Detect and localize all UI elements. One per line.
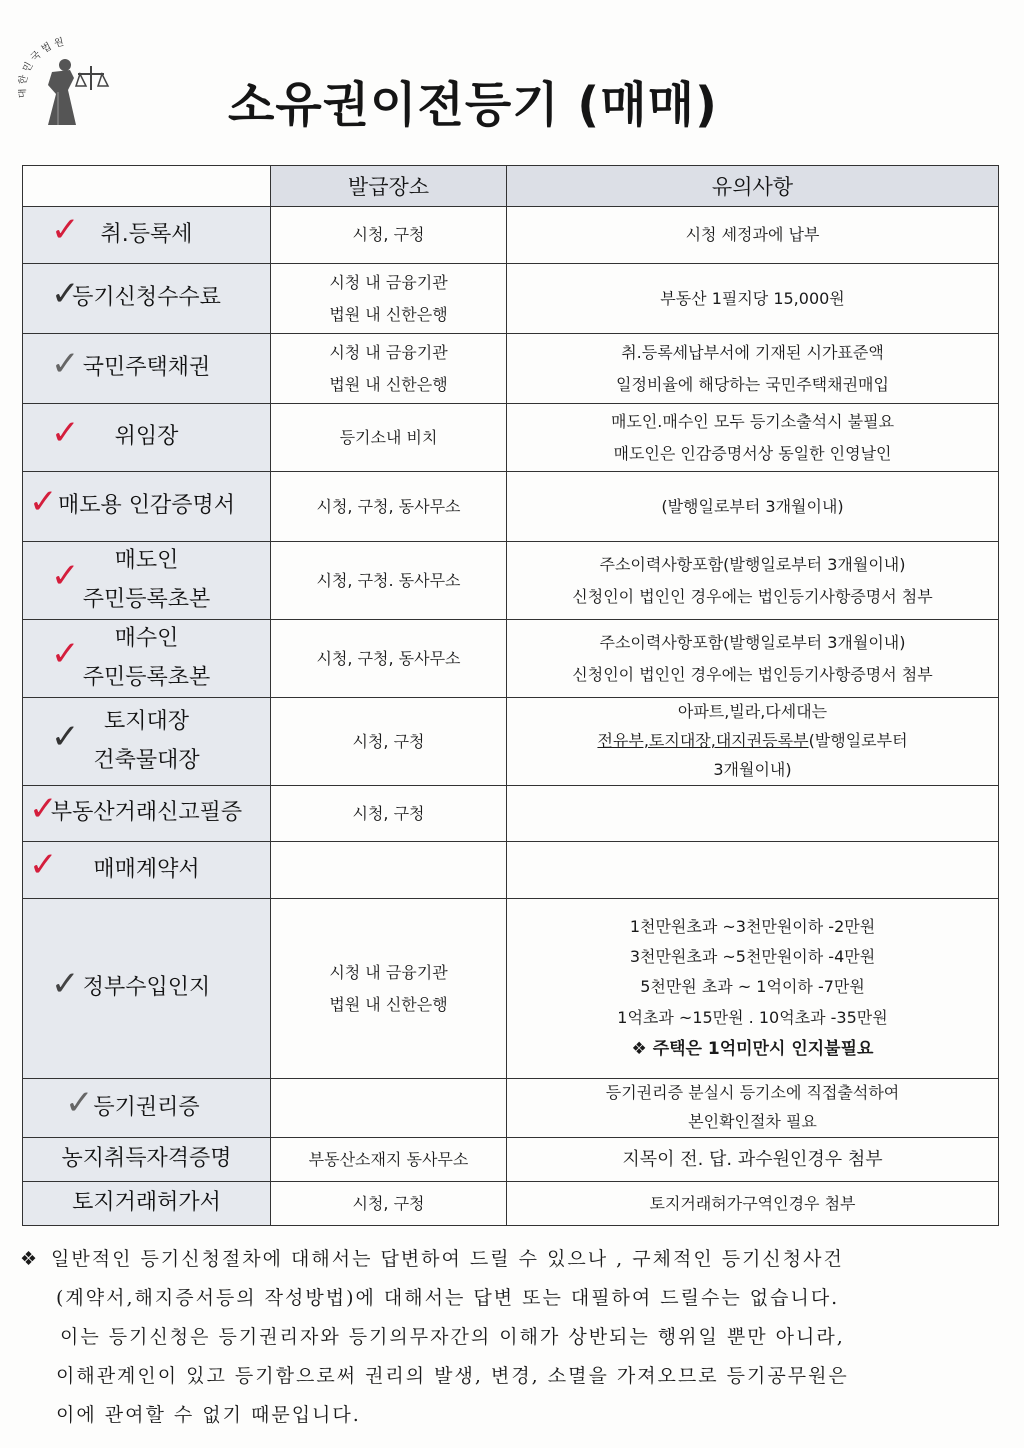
table-row <box>23 1181 999 1225</box>
note-text: 부동산 1필지당 15,000원 <box>660 288 845 308</box>
table-row <box>23 334 999 404</box>
note-cell <box>507 1137 999 1181</box>
note-text: 주소이력사항포함(발행일로부터 3개월이내) <box>599 555 906 575</box>
note-cell <box>507 698 999 786</box>
place-cell <box>271 1079 507 1138</box>
table-row <box>23 620 999 698</box>
item-cell <box>23 1137 271 1181</box>
footer-line: (계약서,해지증서등의 작성방법)에 대해서는 답변 또는 대필하여 드릴수는 없습니다. <box>56 1287 840 1309</box>
table-row <box>23 698 999 786</box>
note-text: 주소이력사항포함(발행일로부터 3개월이내) <box>599 633 906 653</box>
place-cell <box>271 264 507 334</box>
item-label: 토지거래허가서 <box>72 1189 221 1215</box>
note-text: 3개월이내) <box>713 759 792 779</box>
checkmark-icon: ✓ <box>29 845 58 885</box>
note-bold-text: ❖ 주택은 1억미만시 인지불필요 <box>631 1039 874 1060</box>
checkmark-icon: ✓ <box>51 412 80 453</box>
item-cell <box>23 334 271 404</box>
place-text: 시청, 구청 <box>352 803 425 823</box>
item-label: 주민등록초본 <box>82 664 211 690</box>
item-cell <box>23 542 271 620</box>
note-cell <box>507 1079 999 1138</box>
item-cell <box>23 842 271 899</box>
checkmark-icon: ✓ <box>29 788 58 829</box>
note-text: 매도인은 인감증명서상 동일한 인영날인 <box>613 443 892 463</box>
note-cell <box>507 207 999 264</box>
footer-line: 이에 관여할 수 없기 때문입니다. <box>56 1404 361 1426</box>
note-cell <box>507 620 999 698</box>
checkmark-icon: ✓ <box>51 633 80 674</box>
note-cell <box>507 404 999 472</box>
note-cell <box>507 334 999 404</box>
item-label: 건축물대장 <box>93 747 200 773</box>
note-cell <box>507 542 999 620</box>
place-text: 등기소내 비치 <box>339 427 438 447</box>
footer-line: 이해관계인이 있고 등기함으로써 권리의 발생, 변경, 소멸을 가져오므로 등기공무원은 <box>56 1365 849 1387</box>
table-row <box>23 842 999 899</box>
place-text: 법원 내 신한은행 <box>329 304 448 324</box>
note-text: (발행일로부터 <box>808 731 908 751</box>
footer-line: 이는 등기신청은 등기권리자와 등기의무자간의 이해가 상반되는 행위일 뿐만 아니라, <box>60 1326 845 1348</box>
note-text: 매도인.매수인 모두 등기소출석시 불필요 <box>610 412 895 432</box>
checkmark-icon: ✓ <box>51 343 80 384</box>
note-text: 신청인이 법인인 경우에는 법인등기사항증명서 첨부 <box>572 664 933 684</box>
place-cell <box>271 472 507 542</box>
scales-of-justice-icon <box>18 30 128 130</box>
note-cell <box>507 842 999 899</box>
place-text: 시청, 구청 <box>352 1193 425 1213</box>
item-label: 국민주택채권 <box>82 355 211 381</box>
note-text: 지목이 전. 답. 과수원인경우 첨부 <box>622 1148 883 1170</box>
table-row <box>23 786 999 842</box>
note-text: 등기권리증 분실시 등기소에 직접출석하여 <box>605 1083 900 1102</box>
place-text: 법원 내 신한은행 <box>329 374 448 394</box>
item-cell <box>23 207 271 264</box>
table-row <box>23 1137 999 1181</box>
place-cell <box>271 786 507 842</box>
item-cell <box>23 899 271 1079</box>
note-text: (발행일로부터 3개월이내) <box>661 496 844 516</box>
item-label: 매매계약서 <box>93 856 200 882</box>
item-cell <box>23 264 271 334</box>
item-cell <box>23 1079 271 1138</box>
note-text: 1천만원초과 ~3천만원이하 -2만원 <box>629 916 876 936</box>
place-text: 시청 내 금융기관 <box>329 963 448 983</box>
item-label: 등기권리증 <box>93 1094 200 1120</box>
note-cell <box>507 786 999 842</box>
checkmark-icon: ✓ <box>51 273 80 314</box>
item-cell <box>23 786 271 842</box>
place-text: 시청, 구청 <box>352 225 425 245</box>
logo-arc-text: 대한민국법원 <box>18 36 68 99</box>
place-text: 법원 내 신한은행 <box>329 994 448 1014</box>
place-cell <box>271 620 507 698</box>
court-logo <box>18 30 128 130</box>
table-row <box>23 899 999 1079</box>
place-cell <box>271 899 507 1079</box>
table-header-row <box>23 166 999 207</box>
item-label: 부동산거래신고필증 <box>50 800 243 826</box>
note-text: 1억초과 ~15만원 . 10억초과 -35만원 <box>617 1007 888 1027</box>
note-underlined-text: 전유부,토지대장,대지권등록부 <box>597 731 809 751</box>
footer-notice <box>20 1240 1010 1435</box>
note-text: 토지거래허가구역인경우 첨부 <box>649 1193 856 1213</box>
place-cell <box>271 1181 507 1225</box>
item-label: 매수인 <box>114 626 179 651</box>
item-label: 등기신청수수료 <box>72 285 221 311</box>
checkmark-icon: ✓ <box>51 210 80 250</box>
place-cell <box>271 207 507 264</box>
place-cell <box>271 1137 507 1181</box>
note-text: 시청 세정과에 납부 <box>685 225 820 245</box>
header-item <box>23 166 271 207</box>
place-cell <box>271 842 507 899</box>
table-row <box>23 542 999 620</box>
note-text: 본인확인절차 필요 <box>688 1111 817 1131</box>
place-text: 시청 내 금융기관 <box>329 273 448 293</box>
place-text: 시청, 구청, 동사무소 <box>316 648 461 668</box>
place-cell <box>271 404 507 472</box>
header-notes: 유의사항 <box>507 166 999 207</box>
note-cell <box>507 472 999 542</box>
place-text: 시청, 구청. 동사무소 <box>316 570 461 590</box>
note-text: 5천만원 초과 ~ 1억이하 -7만원 <box>640 977 865 997</box>
place-text: 시청 내 금융기관 <box>329 343 448 363</box>
checkmark-icon: ✓ <box>65 1082 94 1123</box>
item-label: 주민등록초본 <box>82 586 211 612</box>
item-label: 매도인 <box>114 548 179 573</box>
diamond-bullet-icon: ❖ <box>20 1248 40 1270</box>
item-label: 토지대장 <box>103 709 189 734</box>
checkmark-icon: ✓ <box>51 555 80 596</box>
note-text: 취.등록세납부서에 기재된 시가표준액 <box>621 343 884 363</box>
note-text: 3천만원초과 ~5천만원이하 -4만원 <box>629 946 876 966</box>
table-row <box>23 264 999 334</box>
place-cell <box>271 334 507 404</box>
footer-line: ❖ 일반적인 등기신청절차에 대해서는 답변하여 드릴 수 있으나 , 구체적인 등기신청사건 <box>20 1248 844 1270</box>
checkmark-icon: ✓ <box>29 481 58 522</box>
table-row <box>23 472 999 542</box>
place-text: 부동산소재지 동사무소 <box>308 1149 469 1169</box>
note-cell <box>507 1181 999 1225</box>
checkmark-icon: ✓ <box>51 716 80 757</box>
place-text: 시청, 구청, 동사무소 <box>316 496 461 516</box>
item-label: 정부수입인지 <box>82 975 211 1001</box>
item-cell <box>23 1181 271 1225</box>
place-text: 시청, 구청 <box>352 731 425 751</box>
note-cell <box>507 899 999 1079</box>
note-text: 신청인이 법인인 경우에는 법인등기사항증명서 첨부 <box>572 586 933 606</box>
item-cell <box>23 404 271 472</box>
table-row <box>23 207 999 264</box>
item-label: 취.등록세 <box>100 221 193 247</box>
page-title: 소유권이전등기 (매매) <box>228 77 718 133</box>
note-text: 일정비율에 해당하는 국민주택채권매입 <box>616 374 889 394</box>
item-cell <box>23 620 271 698</box>
item-label: 농지취득자격증명 <box>61 1145 232 1171</box>
place-cell <box>271 542 507 620</box>
item-cell <box>23 698 271 786</box>
checkmark-icon: ✓ <box>51 963 80 1004</box>
note-cell <box>507 264 999 334</box>
header-issuing-place: 발급장소 <box>271 166 507 207</box>
document-requirements-table <box>22 165 999 1226</box>
table-row <box>23 404 999 472</box>
place-cell <box>271 698 507 786</box>
note-text: 아파트,빌라,다세대는 <box>677 702 828 722</box>
item-label: 위임장 <box>114 424 179 450</box>
item-label: 매도용 인감증명서 <box>57 493 235 519</box>
table-row <box>23 1079 999 1138</box>
item-cell <box>23 472 271 542</box>
